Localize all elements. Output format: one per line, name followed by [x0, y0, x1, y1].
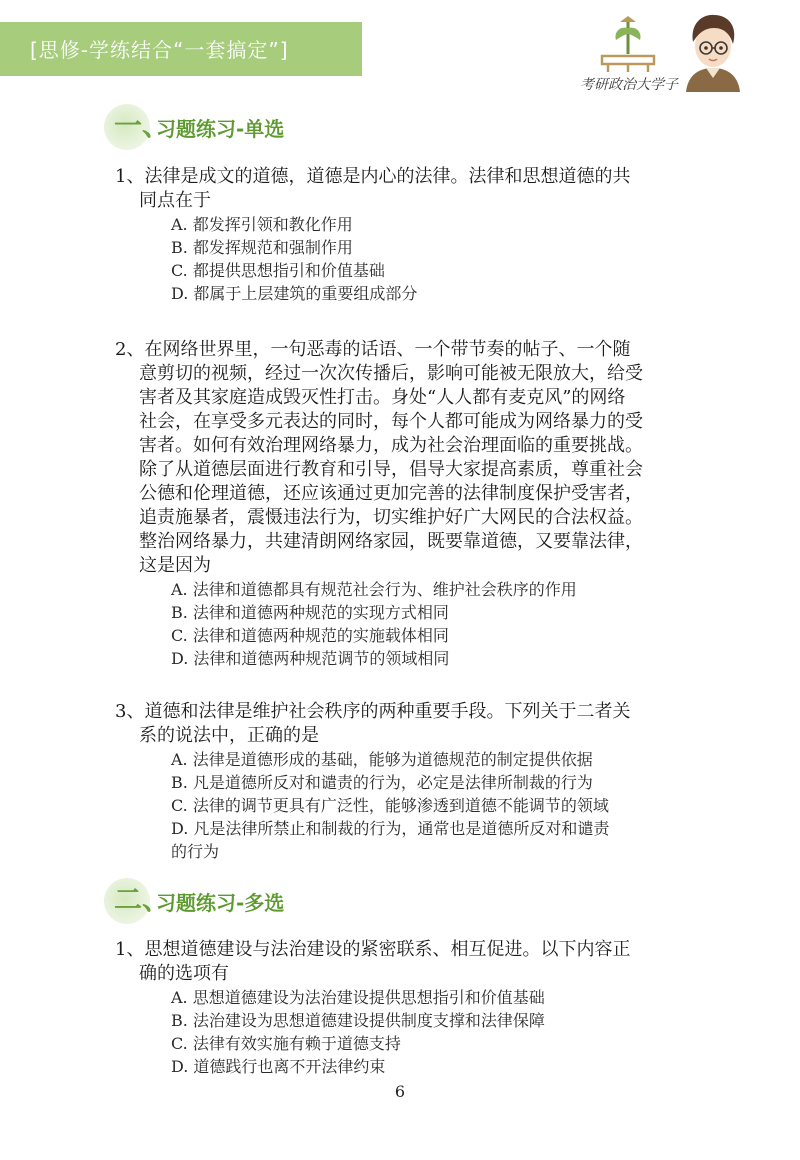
option-b: B. 都发挥规范和强制作用 [171, 238, 353, 257]
question-1 [115, 165, 725, 305]
option-c: C. 都提供思想指引和价值基础 [171, 261, 385, 280]
section-title: 习题练习-单选 [156, 117, 285, 141]
question-stem-cont: 整治网络暴力，共建清朗网络家园，既要靠道德，又要靠法律， [139, 531, 643, 552]
question-stem-cont: 系的说法中，正确的是 [139, 725, 319, 746]
question-3 [115, 700, 725, 863]
question-stem-cont: 确的选项有 [139, 963, 229, 984]
option-d: D. 都属于上层建筑的重要组成部分 [171, 284, 418, 303]
question-stem: 1、法律是成文的道德，道德是内心的法律。法律和思想道德的共 [115, 166, 631, 187]
banner-title: [思修-学练结合“一套搞定”] [30, 38, 289, 62]
logo-icon [594, 14, 662, 76]
section-number: 二、 [114, 883, 171, 916]
option-d: D. 道德践行也离不开法律约束 [171, 1057, 386, 1076]
question-stem-cont: 除了从道德层面进行教育和引导，倡导大家提高素质，尊重社会 [139, 459, 643, 480]
question-stem-cont: 追责施暴者，震慑违法行为，切实维护好广大网民的合法权益。 [139, 507, 643, 528]
question-2 [115, 338, 725, 670]
option-b: B. 凡是道德所反对和谴责的行为，必定是法律所制裁的行为 [171, 773, 593, 792]
section-title: 习题练习-多选 [156, 891, 285, 915]
header-banner [0, 22, 362, 76]
question-stem-cont: 同点在于 [139, 190, 211, 211]
avatar-icon [680, 12, 746, 92]
option-d-cont: 的行为 [171, 842, 220, 861]
question-stem-cont: 害者。如何有效治理网络暴力，成为社会治理面临的重要挑战。 [139, 435, 643, 456]
section-heading-multi [104, 878, 404, 922]
section-heading-single [104, 104, 404, 148]
option-a: A. 思想道德建设为法治建设提供思想指引和价值基础 [171, 988, 545, 1007]
question-stem-cont: 这是因为 [139, 555, 211, 576]
question-stem: 1、思想道德建设与法治建设的紧密联系、相互促进。以下内容正 [115, 939, 631, 960]
question-stem: 2、在网络世界里，一句恶毒的话语、一个带节奏的帖子、一个随 [115, 339, 631, 360]
page-number: 6 [394, 1082, 406, 1101]
option-b: B. 法治建设为思想道德建设提供制度支撑和法律保障 [171, 1011, 545, 1030]
option-c: C. 法律和道德两种规范的实施载体相同 [171, 626, 449, 645]
question-stem-cont: 意剪切的视频，经过一次次传播后，影响可能被无限放大，给受 [139, 363, 643, 384]
option-a: A. 法律是道德形成的基础，能够为道德规范的制定提供依据 [171, 750, 593, 769]
option-a: A. 法律和道德都具有规范社会行为、维护社会秩序的作用 [171, 580, 577, 599]
option-c: C. 法律的调节更具有广泛性，能够渗透到道德不能调节的领域 [171, 796, 609, 815]
question-multi-1 [115, 938, 725, 1078]
brand-text: 考研政治大学子 [580, 77, 678, 93]
option-b: B. 法律和道德两种规范的实现方式相同 [171, 603, 449, 622]
question-stem-cont: 社会，在享受多元表达的同时，每个人都可能成为网络暴力的受 [139, 411, 643, 432]
section-number: 一、 [114, 109, 171, 142]
option-c: C. 法律有效实施有赖于道德支持 [171, 1034, 401, 1053]
question-stem-cont: 公德和伦理道德，还应该通过更加完善的法律制度保护受害者， [139, 483, 643, 504]
option-d: D. 法律和道德两种规范调节的领域相同 [171, 649, 450, 668]
question-stem-cont: 害者及其家庭造成毁灭性打击。身处“人人都有麦克风”的网络 [139, 387, 626, 408]
option-a: A. 都发挥引领和教化作用 [171, 215, 353, 234]
option-d: D. 凡是法律所禁止和制裁的行为，通常也是道德所反对和谴责 [171, 819, 610, 838]
question-stem: 3、道德和法律是维护社会秩序的两种重要手段。下列关于二者关 [115, 701, 631, 722]
